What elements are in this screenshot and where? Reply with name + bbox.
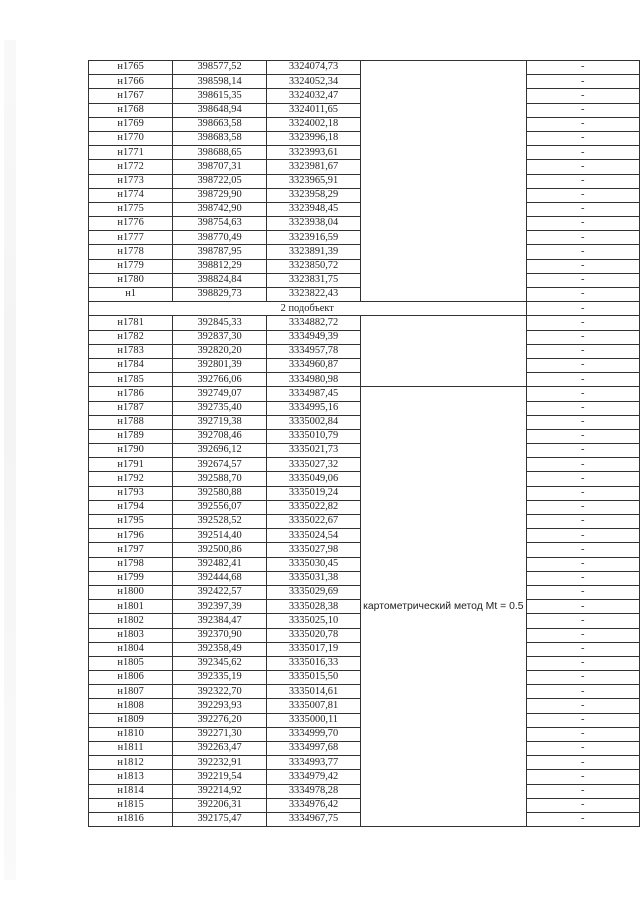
coord-y: 3334882,72 [266,316,360,330]
point-id: н1771 [89,146,173,160]
coord-x: 392384,47 [173,614,267,628]
accuracy-dash: - [526,288,639,302]
coord-y: 3334949,39 [266,330,360,344]
coord-y: 3323993,61 [266,146,360,160]
coord-y: 3323916,59 [266,231,360,245]
accuracy-dash: - [526,401,639,415]
table-row [89,61,640,75]
coord-y: 3324002,18 [266,117,360,131]
method-cell-blank [361,316,526,387]
point-id: н1809 [89,713,173,727]
coord-x: 398722,05 [173,174,267,188]
point-id: н1804 [89,642,173,656]
point-id: н1811 [89,742,173,756]
coord-x: 398683,58 [173,131,267,145]
coordinates-table [88,60,640,827]
point-id: н1791 [89,458,173,472]
method-cell-blank [361,61,526,302]
coord-y: 3334995,16 [266,401,360,415]
accuracy-dash: - [526,344,639,358]
accuracy-dash: - [526,373,639,387]
accuracy-dash: - [526,600,639,614]
point-id: н1810 [89,727,173,741]
coord-y: 3334980,98 [266,373,360,387]
coordinates-table-body [89,61,640,827]
coord-x: 392345,62 [173,656,267,670]
coord-x: 398688,65 [173,146,267,160]
coord-y: 3335025,10 [266,614,360,628]
point-id: н1769 [89,117,173,131]
side-stamp [4,40,16,880]
coord-x: 392422,57 [173,585,267,599]
coord-y: 3335024,54 [266,529,360,543]
coord-y: 3324011,65 [266,103,360,117]
point-id: н1784 [89,358,173,372]
point-id: н1802 [89,614,173,628]
point-id: н1785 [89,373,173,387]
coord-x: 398648,94 [173,103,267,117]
coord-x: 392837,30 [173,330,267,344]
point-id: н1797 [89,543,173,557]
coord-x: 392482,41 [173,557,267,571]
coord-x: 398812,29 [173,259,267,273]
accuracy-dash: - [526,571,639,585]
coord-x: 398787,95 [173,245,267,259]
coord-y: 3335027,32 [266,458,360,472]
coord-y: 3335021,73 [266,444,360,458]
point-id: н1792 [89,472,173,486]
accuracy-dash: - [526,812,639,826]
coord-y: 3335019,24 [266,486,360,500]
accuracy-dash: - [526,543,639,557]
coord-x: 392397,39 [173,600,267,614]
point-id: н1801 [89,600,173,614]
point-id: н1 [89,288,173,302]
coord-y: 3335028,38 [266,600,360,614]
point-id: н1770 [89,131,173,145]
point-id: н1796 [89,529,173,543]
coord-y: 3335031,38 [266,571,360,585]
accuracy-dash: - [526,387,639,401]
point-id: н1812 [89,756,173,770]
coord-x: 392735,40 [173,401,267,415]
coord-y: 3335020,78 [266,628,360,642]
coord-x: 398615,35 [173,89,267,103]
coord-y: 3335027,98 [266,543,360,557]
accuracy-dash: - [526,444,639,458]
method-label: картометрический метод Mt = 0.5 [361,387,526,827]
coord-x: 392263,47 [173,742,267,756]
coord-y: 3334993,77 [266,756,360,770]
coord-y: 3324032,47 [266,89,360,103]
accuracy-dash: - [526,529,639,543]
accuracy-dash: - [526,89,639,103]
accuracy-dash: - [526,61,639,75]
accuracy-dash: - [526,188,639,202]
accuracy-dash: - [526,727,639,741]
coord-x: 392206,31 [173,798,267,812]
point-id: н1775 [89,202,173,216]
coord-x: 392444,68 [173,571,267,585]
accuracy-dash: - [526,316,639,330]
accuracy-dash: - [526,103,639,117]
accuracy-dash: - [526,671,639,685]
coord-x: 392214,92 [173,784,267,798]
coord-x: 398824,84 [173,273,267,287]
accuracy-dash: - [526,486,639,500]
coord-y: 3323958,29 [266,188,360,202]
coord-x: 392358,49 [173,642,267,656]
point-id: н1800 [89,585,173,599]
coord-y: 3335017,19 [266,642,360,656]
point-id: н1808 [89,699,173,713]
accuracy-dash: - [526,174,639,188]
point-id: н1816 [89,812,173,826]
point-id: н1803 [89,628,173,642]
accuracy-dash: - [526,614,639,628]
coord-y: 3335022,67 [266,515,360,529]
coord-x: 392820,20 [173,344,267,358]
accuracy-dash: - [526,273,639,287]
coord-y: 3323850,72 [266,259,360,273]
accuracy-dash: - [526,75,639,89]
coord-x: 398707,31 [173,160,267,174]
coord-x: 392528,52 [173,515,267,529]
coord-y: 3335022,82 [266,500,360,514]
point-id: н1780 [89,273,173,287]
coord-x: 398770,49 [173,231,267,245]
point-id: н1790 [89,444,173,458]
accuracy-dash: - [526,742,639,756]
point-id: н1773 [89,174,173,188]
coord-y: 3335014,61 [266,685,360,699]
accuracy-dash: - [526,713,639,727]
accuracy-dash: - [526,245,639,259]
accuracy-dash: - [526,231,639,245]
point-id: н1815 [89,798,173,812]
coord-x: 392335,19 [173,671,267,685]
point-id: н1768 [89,103,173,117]
accuracy-dash: - [526,160,639,174]
coord-x: 398577,52 [173,61,267,75]
accuracy-dash: - [526,117,639,131]
accuracy-dash: - [526,415,639,429]
accuracy-dash: - [526,685,639,699]
coord-x: 392276,20 [173,713,267,727]
accuracy-dash: - [526,358,639,372]
point-id: н1782 [89,330,173,344]
coord-y: 3334976,42 [266,798,360,812]
coord-x: 392271,30 [173,727,267,741]
point-id: н1778 [89,245,173,259]
coord-x: 398663,58 [173,117,267,131]
point-id: н1788 [89,415,173,429]
coord-x: 392674,57 [173,458,267,472]
coord-y: 3323965,91 [266,174,360,188]
point-id: н1798 [89,557,173,571]
point-id: н1807 [89,685,173,699]
point-id: н1814 [89,784,173,798]
point-id: н1783 [89,344,173,358]
point-id: н1799 [89,571,173,585]
point-id: н1793 [89,486,173,500]
coord-x: 398598,14 [173,75,267,89]
coord-x: 392845,33 [173,316,267,330]
coord-x: 398829,73 [173,288,267,302]
coord-x: 398742,90 [173,202,267,216]
coord-y: 3334997,68 [266,742,360,756]
coord-x: 392322,70 [173,685,267,699]
coord-y: 3335016,33 [266,656,360,670]
coord-y: 3323831,75 [266,273,360,287]
coord-y: 3334967,75 [266,812,360,826]
coord-y: 3334957,78 [266,344,360,358]
accuracy-dash: - [526,131,639,145]
coord-x: 392766,06 [173,373,267,387]
section-label: 2 подобъект [89,302,527,316]
accuracy-dash: - [526,146,639,160]
point-id: н1789 [89,429,173,443]
coord-y: 3324074,73 [266,61,360,75]
coord-x: 392696,12 [173,444,267,458]
accuracy-dash: - [526,330,639,344]
point-id: н1777 [89,231,173,245]
coord-y: 3335015,50 [266,671,360,685]
coord-y: 3334978,28 [266,784,360,798]
coord-y: 3334987,45 [266,387,360,401]
accuracy-dash: - [526,770,639,784]
coord-y: 3334960,87 [266,358,360,372]
accuracy-dash: - [526,642,639,656]
accuracy-dash: - [526,515,639,529]
accuracy-dash: - [526,429,639,443]
accuracy-dash: - [526,202,639,216]
coord-x: 392175,47 [173,812,267,826]
accuracy-dash: - [526,472,639,486]
coord-x: 398729,90 [173,188,267,202]
point-id: н1776 [89,217,173,231]
coord-y: 3323996,18 [266,131,360,145]
coord-x: 392500,86 [173,543,267,557]
accuracy-dash: - [526,259,639,273]
coord-x: 392370,90 [173,628,267,642]
coord-y: 3323948,45 [266,202,360,216]
coord-x: 392719,38 [173,415,267,429]
coord-y: 3335029,69 [266,585,360,599]
coord-x: 392801,39 [173,358,267,372]
coord-y: 3335030,45 [266,557,360,571]
accuracy-dash: - [526,656,639,670]
coord-x: 392588,70 [173,472,267,486]
coord-x: 392556,07 [173,500,267,514]
coord-y: 3323981,67 [266,160,360,174]
table-row [89,387,640,401]
accuracy-dash: - [526,585,639,599]
coord-x: 392219,54 [173,770,267,784]
coord-y: 3324052,34 [266,75,360,89]
coord-y: 3323822,43 [266,288,360,302]
coord-x: 392580,88 [173,486,267,500]
coord-y: 3335000,11 [266,713,360,727]
accuracy-dash: - [526,628,639,642]
point-id: н1787 [89,401,173,415]
coord-x: 392232,91 [173,756,267,770]
accuracy-dash: - [526,302,639,316]
coord-y: 3334999,70 [266,727,360,741]
coord-x: 392514,40 [173,529,267,543]
coord-y: 3323891,39 [266,245,360,259]
coord-y: 3335007,81 [266,699,360,713]
coord-y: 3335010,79 [266,429,360,443]
accuracy-dash: - [526,756,639,770]
point-id: н1786 [89,387,173,401]
accuracy-dash: - [526,699,639,713]
accuracy-dash: - [526,557,639,571]
point-id: н1813 [89,770,173,784]
point-id: н1806 [89,671,173,685]
accuracy-dash: - [526,458,639,472]
accuracy-dash: - [526,500,639,514]
coord-y: 3323938,04 [266,217,360,231]
coord-x: 392708,46 [173,429,267,443]
point-id: н1766 [89,75,173,89]
coord-x: 398754,63 [173,217,267,231]
point-id: н1794 [89,500,173,514]
coord-y: 3334979,42 [266,770,360,784]
point-id: н1781 [89,316,173,330]
accuracy-dash: - [526,784,639,798]
point-id: н1765 [89,61,173,75]
point-id: н1795 [89,515,173,529]
table-row [89,316,640,330]
accuracy-dash: - [526,217,639,231]
section-row [89,302,640,316]
coord-x: 392749,07 [173,387,267,401]
point-id: н1767 [89,89,173,103]
coord-y: 3335002,84 [266,415,360,429]
point-id: н1779 [89,259,173,273]
point-id: н1774 [89,188,173,202]
point-id: н1805 [89,656,173,670]
point-id: н1772 [89,160,173,174]
coord-x: 392293,93 [173,699,267,713]
coord-y: 3335049,06 [266,472,360,486]
accuracy-dash: - [526,798,639,812]
